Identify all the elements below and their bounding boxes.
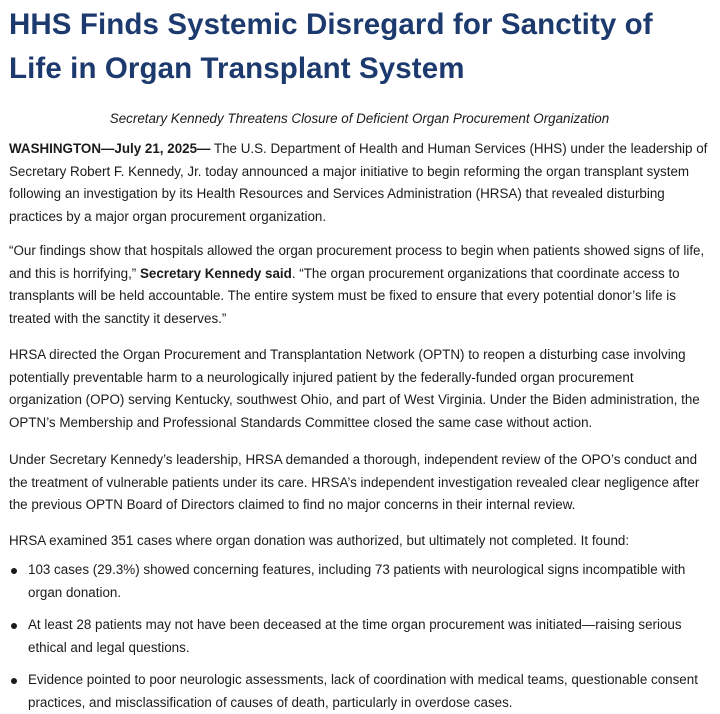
dateline: WASHINGTON—July 21, 2025— bbox=[9, 141, 211, 156]
article-subtitle: Secretary Kennedy Threatens Closure of Deficient Organ Procurement Organization bbox=[109, 111, 610, 126]
bullet-icon bbox=[11, 678, 17, 684]
quote-paragraph bbox=[9, 240, 710, 330]
quote-text-part2: . “The organ procurement organizations that coordinate access to transplants will be held accountable. The entire system must be fixed to ensure that every potential donor’s life is treated with the sanctity it deserves.” bbox=[9, 265, 680, 326]
article-title: HHS Finds Systemic Disregard for Sanctity of Life in Organ Transplant System bbox=[9, 8, 653, 85]
quote-speaker: Secretary Kennedy said bbox=[139, 265, 292, 281]
intro-paragraph bbox=[9, 138, 710, 228]
findings-list bbox=[9, 559, 710, 714]
bullet-icon bbox=[11, 568, 17, 574]
finding-text: At least 28 patients may not have been deceased at the time organ procurement was initiated—raising serious ethical and legal questions. bbox=[28, 617, 682, 655]
optn-paragraph: HRSA directed the Organ Procurement and Transplantation Network (OPTN) to reopen a disturbing case involving potentially preventable harm to a neurologically injured patient by the federally-funded organ procurement organization (OPO) serving Kentucky, southwest Ohio, and part of West Virginia. Under the Biden administration, the OPTN’s Membership and Professional Standards Committee closed the same case without action. bbox=[9, 347, 700, 430]
finding-text: Evidence pointed to poor neurologic assessments, lack of coordination with medical teams, questionable consent practices, and misclassification of causes of death, particularly in overdose cases. bbox=[28, 672, 698, 710]
findings-intro-paragraph: HRSA examined 351 cases where organ donation was authorized, but ultimately not completed. It found: bbox=[9, 532, 630, 548]
bullet-icon bbox=[11, 623, 17, 629]
list-item bbox=[9, 614, 710, 659]
finding-text: 103 cases (29.3%) showed concerning features, including 73 patients with neurological signs incompatible with organ donation. bbox=[28, 562, 686, 600]
quote-text-part1: “Our findings show that hospitals allowed the organ procurement process to begin when patients showed signs of life, and this is horrifying,” bbox=[9, 243, 705, 281]
intro-text: The U.S. Department of Health and Human Services (HHS) under the leadership of Secretary Robert F. Kennedy, Jr. today announced a major initiative to begin reforming the organ transplant system following an investigation by its Health Resources and Services Administration (HRSA) that revealed disturbing practices by a major organ procurement organization. bbox=[9, 141, 708, 224]
list-item bbox=[9, 669, 710, 714]
investigation-paragraph: Under Secretary Kennedy’s leadership, HRSA demanded a thorough, independent review of the OPO’s conduct and the treatment of vulnerable patients under its care. HRSA’s independent investigation revealed clear negligence after the previous OPTN Board of Directors claimed to find no major concerns in their internal review. bbox=[9, 452, 700, 512]
list-item bbox=[9, 559, 710, 604]
